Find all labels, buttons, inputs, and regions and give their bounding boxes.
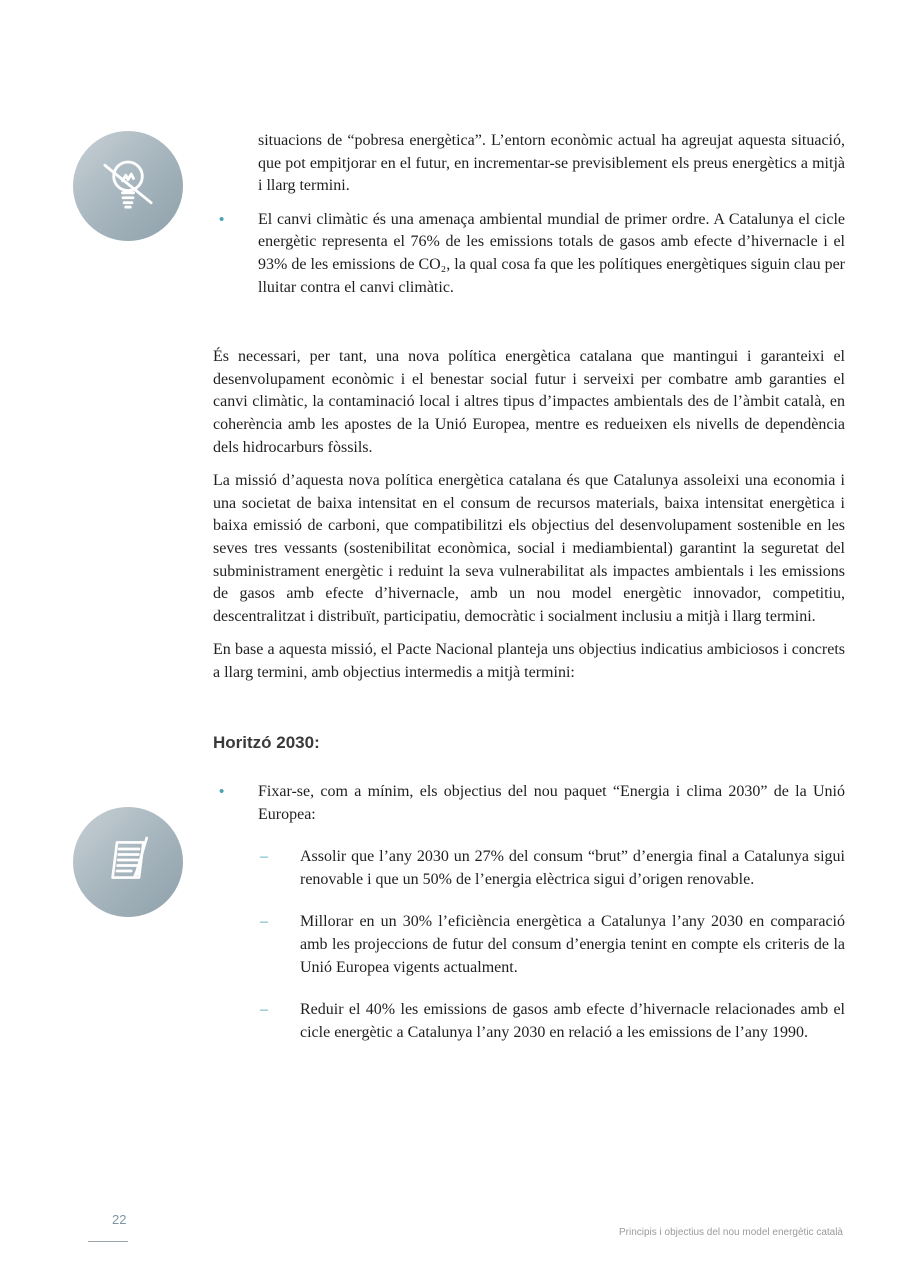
dash-marker: – — [260, 848, 268, 866]
sub-bullet-text: Millorar en un 30% l’eficiència energètica a Catalunya l’any 2030 en comparació amb les projeccions de futur del consum d’energia tenint en compte els criteris de la Unió Europea vigents actualment. — [300, 913, 845, 976]
dash-marker: – — [260, 1001, 268, 1019]
bullet-text: El canvi climàtic és una amenaça ambiental mundial de primer ordre. A Catalunya el cicle energètic representa el 76% de les emissions totals de gasos amb efecte d’hivernacle i el 93% de les emissions de CO₂, la qual cosa fa que les polítiques energètiques siguin clau per lluitar contra el canvi climàtic. — [258, 210, 845, 296]
page-number: 22 — [112, 1212, 127, 1227]
sub-bullet-text: Reduir el 40% les emissions de gasos amb efecte d’hivernacle relacionades amb el cicle energètic a Catalunya l’any 2030 en relació a les emissions de l’any 1990. — [300, 1001, 845, 1041]
icon-badge-lightbulb — [73, 131, 183, 241]
bullet-text: Fixar-se, com a mínim, els objectius del nou paquet “Energia i clima 2030” de la Unió Europea: — [258, 783, 845, 823]
dash-marker: – — [260, 913, 268, 931]
footer-running-title: Principis i objectius del nou model energètic català — [618, 1227, 843, 1238]
bullet-item-fixarse — [213, 781, 845, 826]
paragraph-continuation: situacions de “pobresa energètica”. L’entorn econòmic actual ha agreujat aquesta situació, que pot empitjorar en el futur, en incrementar-se previsiblement els preus energètics a mitjà i llarg termini. — [258, 132, 845, 195]
sub-bullet-millorar — [258, 911, 845, 979]
page-number-rule — [88, 1241, 128, 1242]
section-heading-horitzo-2030: Horitzó 2030: — [213, 733, 320, 753]
sub-bullet-reduir — [258, 999, 845, 1044]
lightbulb-crossed-icon — [95, 151, 161, 222]
bullet-item-climate — [213, 209, 845, 299]
sub-bullet-text: Assolir que l’any 2030 un 27% del consum “brut” d’energia final a Catalunya sigui renovable i que un 50% de l’energia elèctrica sigui d’origen renovable. — [300, 848, 845, 888]
bullet-marker: • — [219, 783, 225, 801]
bullet-marker: • — [219, 210, 225, 228]
sub-bullet-assolir — [258, 846, 845, 891]
icon-badge-document — [73, 807, 183, 917]
main-text-column — [213, 130, 845, 1044]
paragraph-pacte: En base a aquesta missió, el Pacte Nacional planteja uns objectius indicatius ambiciosos i concrets a llarg termini, amb objectius intermedis a mitjà termini: — [213, 641, 845, 681]
paragraph-necessari: És necessari, per tant, una nova política energètica catalana que mantingui i garanteixi el desenvolupament econòmic i el benestar social futur i serveixi per combatre amb garanties el canvi climàtic, la contaminació local i altres tipus d’impactes ambientals des de l’àmbit català, en coherència amb les apostes de la Unió Europea, mentre es redueixen els nivells de dependència dels hidrocarburs fòssils. — [213, 348, 845, 456]
document-pencil-icon — [95, 827, 161, 898]
paragraph-missio: La missió d’aquesta nova política energètica catalana és que Catalunya assoleixi una economia i una societat de baixa intensitat en el consum de recursos materials, baixa intensitat energètica i baixa emissió de carboni, que compatibilitzi els objectius del desenvolupament sostenible en les seves tres vessants (sostenibilitat econòmica, social i mediambiental) garantint la seguretat del subministrament energètic i reduint la seva vulnerabilitat als impactes ambientals i les emissions de gasos amb efecte d’hivernacle, amb un nou model energètic innovador, competitiu, descentralitzat i distribuït, participatiu, democràtic i socialment inclusiu a mitjà i llarg termini. — [213, 472, 845, 625]
